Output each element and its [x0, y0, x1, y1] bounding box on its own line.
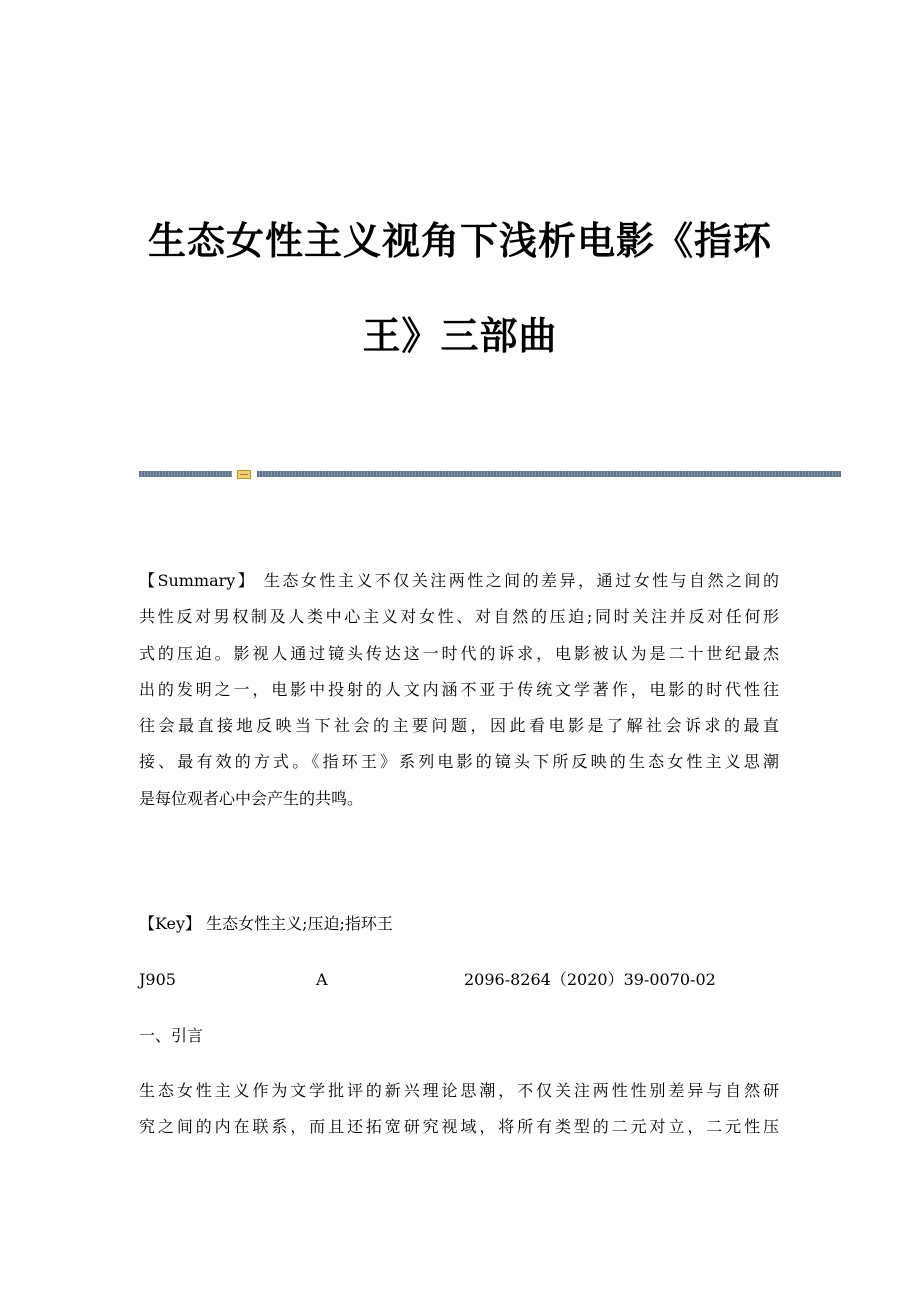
divider-bar-right	[257, 471, 841, 477]
summary-line: 是每位观者心中会产生的共鸣。	[139, 788, 364, 808]
keywords	[139, 914, 393, 934]
divider-bar-left	[139, 471, 232, 477]
title-divider	[139, 470, 841, 479]
clc-number: J905	[139, 970, 176, 989]
summary-line: 往会最直接地反映当下社会的主要问题，因此看电影是了解社会诉求的最直	[139, 716, 779, 736]
summary-line: 式的压迫。影视人通过镜头传达这一时代的诉求，电影被认为是二十世纪最杰	[139, 643, 779, 663]
keywords-text: 生态女性主义;压迫;指环王	[201, 914, 393, 933]
paper-title-line-2: 王》三部曲	[362, 314, 558, 358]
introduction-paragraph	[139, 1073, 779, 1146]
summary-paragraph	[139, 563, 779, 817]
article-id: 2096-8264（2020）39-0070-02	[464, 970, 716, 989]
divider-ornament-icon	[237, 470, 251, 479]
paragraph-line: 究之间的内在联系，而且还拓宽研究视域，将所有类型的二元对立，二元性压	[139, 1117, 779, 1137]
summary-label: 【Summary】	[139, 571, 257, 590]
document-code: A	[316, 970, 328, 989]
paragraph-line: 生态女性主义作为文学批评的新兴理论思潮，不仅关注两性性别差异与自然研	[139, 1081, 779, 1100]
paper-title-line-1: 生态女性主义视角下浅析电影《指环	[147, 219, 772, 263]
summary-line: 出的发明之一，电影中投射的人文内涵不亚于传统文学著作，电影的时代性往	[139, 679, 779, 699]
keywords-label: 【Key】	[139, 914, 202, 933]
section-heading-introduction: 一、引言	[139, 1026, 204, 1045]
summary-line: 【Summary】 生态女性主义不仅关注两性之间的差异，通过女性与自然之间的	[139, 571, 779, 590]
summary-line: 接、最有效的方式。《指环王》系列电影的镜头下所反映的生态女性主义思潮	[139, 752, 779, 772]
summary-line: 共性反对男权制及人类中心主义对女性、对自然的压迫;同时关注并反对任何形	[139, 607, 779, 627]
